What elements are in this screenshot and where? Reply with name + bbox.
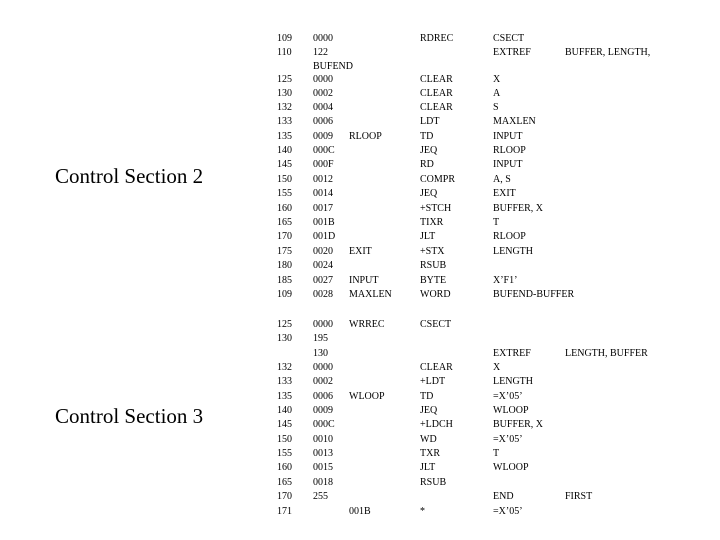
location: 0015 xyxy=(313,462,333,473)
opcode: COMPR xyxy=(420,174,456,185)
line-number: 133 xyxy=(277,116,292,127)
operand: LENGTH xyxy=(493,376,533,387)
operand: WLOOP xyxy=(493,462,529,473)
operand: LENGTH xyxy=(493,246,533,257)
opcode: +STX xyxy=(420,246,445,257)
line-number: 140 xyxy=(277,405,292,416)
opcode: * xyxy=(420,506,425,517)
opcode: TXR xyxy=(420,448,440,459)
opcode: JLT xyxy=(420,231,436,242)
line-number: 160 xyxy=(277,203,292,214)
line-number: 145 xyxy=(277,419,292,430)
location: 0004 xyxy=(313,102,333,113)
line-number: 185 xyxy=(277,275,292,286)
location: 0018 xyxy=(313,477,333,488)
label-control-section-2: Control Section 2 xyxy=(55,164,204,188)
location: 0017 xyxy=(313,203,333,214)
location: 0002 xyxy=(313,376,333,387)
symbol-label: 001B xyxy=(349,506,371,517)
operand: CSECT xyxy=(493,33,525,44)
operand-extra: LENGTH, BUFFER xyxy=(565,348,648,359)
opcode: TD xyxy=(420,131,434,142)
opcode: RSUB xyxy=(420,477,447,488)
location: 0006 xyxy=(313,391,333,402)
operand: INPUT xyxy=(493,159,523,170)
opcode: JEQ xyxy=(420,405,438,416)
line-number: 145 xyxy=(277,159,292,170)
opcode: CLEAR xyxy=(420,74,453,85)
location: 001B xyxy=(313,217,335,228)
operand: END xyxy=(493,491,514,502)
location: 000F xyxy=(313,159,334,170)
location: 195 xyxy=(313,333,328,344)
line-number: 155 xyxy=(277,448,292,459)
line-number: 135 xyxy=(277,391,292,402)
symbol-label: WLOOP xyxy=(349,391,385,402)
line-number: 125 xyxy=(277,319,292,330)
location: 0000 xyxy=(313,362,333,373)
opcode: JEQ xyxy=(420,188,438,199)
location: 0010 xyxy=(313,434,333,445)
operand: BUFEND-BUFFER xyxy=(493,289,575,300)
line-number: 132 xyxy=(277,102,292,113)
location: 0014 xyxy=(313,188,333,199)
line-number: 150 xyxy=(277,174,292,185)
line-number: 110 xyxy=(277,47,292,58)
operand: T xyxy=(493,448,500,459)
line-number: 132 xyxy=(277,362,292,373)
opcode: BYTE xyxy=(420,275,447,286)
symbol-label: RLOOP xyxy=(349,131,382,142)
line-number: 170 xyxy=(277,231,292,242)
line-number: 140 xyxy=(277,145,292,156)
operand: BUFFER, X xyxy=(493,419,544,430)
operand: INPUT xyxy=(493,131,523,142)
opcode: WD xyxy=(420,434,437,445)
opcode: CLEAR xyxy=(420,362,453,373)
location: 000C xyxy=(313,419,335,430)
location: 0000 xyxy=(313,319,333,330)
line-number: 125 xyxy=(277,74,292,85)
location: 0013 xyxy=(313,448,333,459)
line-number: 171 xyxy=(277,506,292,517)
opcode: TD xyxy=(420,391,434,402)
opcode: RD xyxy=(420,159,434,170)
operand: X’F1’ xyxy=(493,275,518,286)
operand-extra: FIRST xyxy=(565,491,593,502)
location: 122 xyxy=(313,47,328,58)
location: 0020 xyxy=(313,246,333,257)
operand: T xyxy=(493,217,500,228)
line-number: 130 xyxy=(277,333,292,344)
operand: EXTREF xyxy=(493,47,531,58)
location: 0000 xyxy=(313,74,333,85)
operand: MAXLEN xyxy=(493,116,536,127)
line-number: 155 xyxy=(277,188,292,199)
operand: BUFFER, X xyxy=(493,203,544,214)
opcode: +LDT xyxy=(420,376,446,387)
symbol-label: INPUT xyxy=(349,275,379,286)
operand: WLOOP xyxy=(493,405,529,416)
location: BUFEND xyxy=(313,61,354,72)
location: 0009 xyxy=(313,131,333,142)
line-number: 165 xyxy=(277,477,292,488)
location: 0028 xyxy=(313,289,333,300)
operand: A xyxy=(493,88,501,99)
location: 0009 xyxy=(313,405,333,416)
operand-extra: BUFFER, LENGTH, xyxy=(565,47,651,58)
operand: A, S xyxy=(493,174,511,185)
location: 0024 xyxy=(313,260,333,271)
symbol-label: WRREC xyxy=(349,319,385,330)
operand: X xyxy=(493,362,501,373)
location: 0002 xyxy=(313,88,333,99)
operand: EXTREF xyxy=(493,348,531,359)
opcode: CLEAR xyxy=(420,102,453,113)
line-number: 135 xyxy=(277,131,292,142)
line-number: 109 xyxy=(277,33,292,44)
line-number: 160 xyxy=(277,462,292,473)
opcode: CLEAR xyxy=(420,88,453,99)
location: 0006 xyxy=(313,116,333,127)
opcode: +STCH xyxy=(420,203,452,214)
symbol-label: MAXLEN xyxy=(349,289,392,300)
opcode: +LDCH xyxy=(420,419,453,430)
operand: =X’05’ xyxy=(493,506,523,517)
location: 000C xyxy=(313,145,335,156)
opcode: RDREC xyxy=(420,33,454,44)
location: 0027 xyxy=(313,275,333,286)
operand: X xyxy=(493,74,501,85)
operand: EXIT xyxy=(493,188,516,199)
opcode: WORD xyxy=(420,289,451,300)
opcode: LDT xyxy=(420,116,440,127)
operand: RLOOP xyxy=(493,145,526,156)
line-number: 165 xyxy=(277,217,292,228)
location: 001D xyxy=(313,231,336,242)
location: 0012 xyxy=(313,174,333,185)
opcode: RSUB xyxy=(420,260,447,271)
line-number: 170 xyxy=(277,491,292,502)
line-number: 180 xyxy=(277,260,292,271)
opcode: TIXR xyxy=(420,217,444,228)
line-number: 130 xyxy=(277,88,292,99)
opcode: JLT xyxy=(420,462,436,473)
operand: =X’05’ xyxy=(493,391,523,402)
operand: RLOOP xyxy=(493,231,526,242)
line-number: 133 xyxy=(277,376,292,387)
opcode: JEQ xyxy=(420,145,438,156)
location: 130 xyxy=(313,348,328,359)
operand: =X’05’ xyxy=(493,434,523,445)
line-number: 109 xyxy=(277,289,292,300)
line-number: 150 xyxy=(277,434,292,445)
label-control-section-3: Control Section 3 xyxy=(55,404,204,428)
location: 255 xyxy=(313,491,328,502)
symbol-label: EXIT xyxy=(349,246,372,257)
operand: S xyxy=(493,102,499,113)
location: 0000 xyxy=(313,33,333,44)
opcode: CSECT xyxy=(420,319,452,330)
line-number: 175 xyxy=(277,246,292,257)
